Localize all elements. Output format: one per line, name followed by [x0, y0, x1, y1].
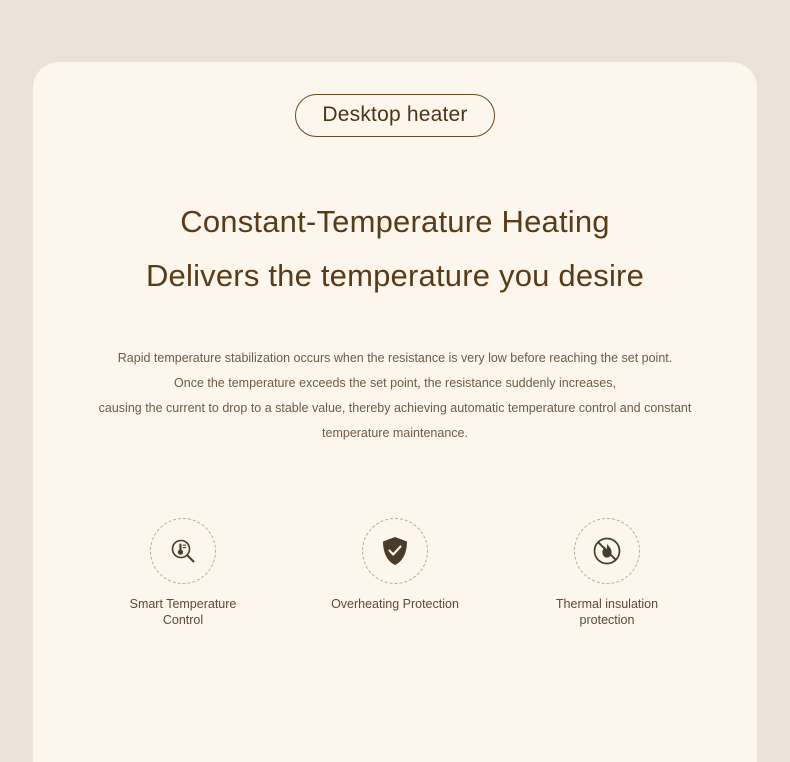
content-card: [33, 62, 757, 762]
feature-item-overheating-protection: [320, 518, 470, 613]
headline-line-2: Delivers the temperature you desire: [145, 258, 645, 294]
feature-label-line-2: Control: [162, 613, 204, 628]
feature-label-line-1: Smart Temperature: [129, 596, 237, 611]
feature-label-line-1: Thermal insulation: [555, 596, 659, 611]
feature-label: [331, 596, 459, 613]
feature-item-smart-temperature-control: [108, 518, 258, 630]
paragraph-line-2: Once the temperature exceeds the set point, the resistance suddenly increases,: [174, 375, 616, 390]
badge-container: [33, 94, 757, 137]
feature-icon-circle: [150, 518, 216, 584]
feature-label-line-1: Overheating Protection: [331, 596, 459, 611]
feature-item-thermal-insulation-protection: [532, 518, 682, 630]
page-title: [33, 195, 757, 304]
paragraph-line-1: Rapid temperature stabilization occurs when the resistance is very low before reaching the set point.: [117, 350, 673, 365]
feature-list: [33, 518, 757, 630]
paragraph-line-3: causing the current to drop to a stable value, thereby achieving automatic temperature control and constant: [98, 400, 692, 415]
product-badge: Desktop heater: [295, 94, 494, 137]
feature-label: [130, 596, 237, 630]
feature-label-line-2: protection: [579, 613, 635, 628]
no-flame-icon: [591, 535, 623, 567]
feature-icon-circle: [362, 518, 428, 584]
temperature-magnifier-icon: [168, 536, 198, 566]
feature-icon-circle: [574, 518, 640, 584]
shield-check-icon: [380, 535, 410, 567]
paragraph-line-4: temperature maintenance.: [322, 425, 468, 440]
feature-label: [556, 596, 658, 630]
description-paragraph: [33, 346, 757, 446]
headline-line-1: Constant-Temperature Heating: [180, 204, 610, 239]
